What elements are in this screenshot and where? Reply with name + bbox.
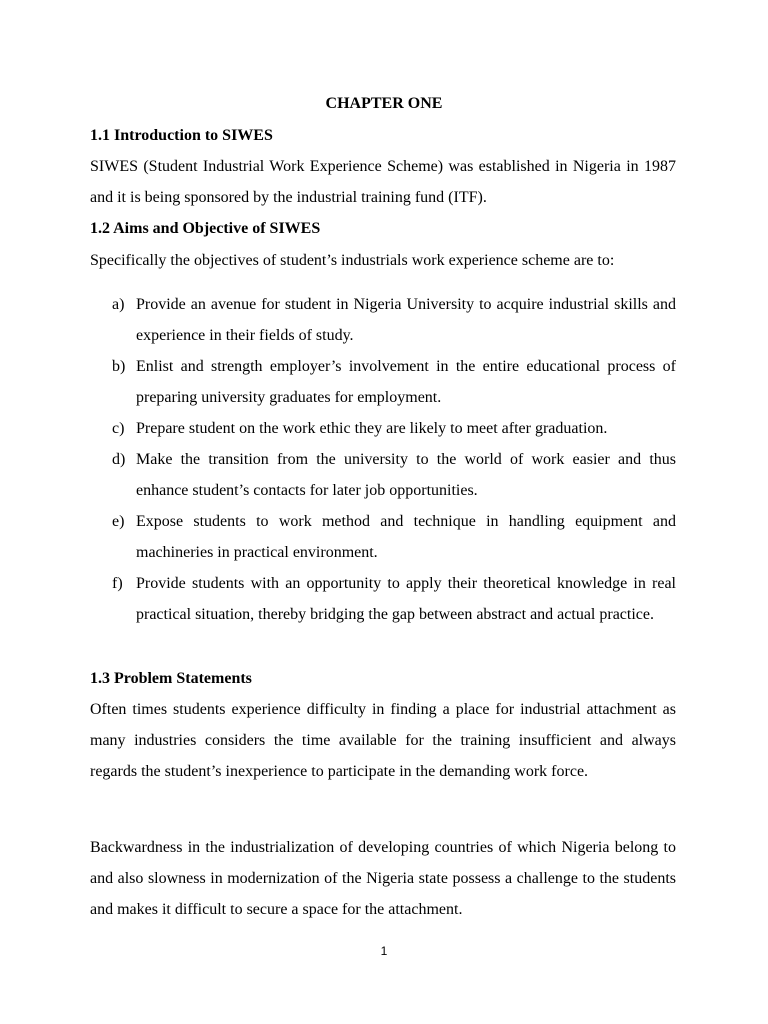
list-marker: e) <box>112 513 125 530</box>
list-item-text: Provide an avenue for student in Nigeria University to acquire industrial skills and experience in their fields of study. <box>136 296 676 344</box>
list-marker: a) <box>112 296 125 313</box>
section-heading-aims: 1.2 Aims and Objective of SIWES <box>90 220 321 237</box>
section-paragraph-problem-1: Often times students experience difficulty in finding a place for industrial attachment as many industries considers the time available for the training insufficient and always regards the student’s inexperience to participate in the demanding work force. <box>90 701 676 780</box>
list-item <box>90 413 676 444</box>
list-marker: c) <box>112 420 125 437</box>
list-item-text: Prepare student on the work ethic they are likely to meet after graduation. <box>136 420 608 437</box>
list-item-text: Expose students to work method and technique in handling equipment and machineries in practical environment. <box>136 513 676 561</box>
list-item <box>90 568 676 630</box>
objectives-list <box>90 289 676 630</box>
list-marker: d) <box>112 451 126 468</box>
section-intro-aims: Specifically the objectives of student’s industrials work experience scheme are to: <box>90 252 615 269</box>
page-number: 1 <box>380 944 388 958</box>
list-item <box>90 444 676 506</box>
section-heading-introduction: 1.1 Introduction to SIWES <box>90 127 273 144</box>
list-item-text: Provide students with an opportunity to apply their theoretical knowledge in real practical situation, thereby bridging the gap between abstract and actual practice. <box>136 575 676 623</box>
list-item-text: Enlist and strength employer’s involvement in the entire educational process of preparing university graduates for employment. <box>136 358 676 406</box>
list-item <box>90 289 676 351</box>
section-paragraph-introduction: SIWES (Student Industrial Work Experience Scheme) was established in Nigeria in 1987 and it is being sponsored by the industrial training fund (ITF). <box>90 158 676 206</box>
list-marker: f) <box>112 575 123 592</box>
section-heading-problem-statements: 1.3 Problem Statements <box>90 670 252 687</box>
chapter-title: CHAPTER ONE <box>325 95 443 112</box>
list-item-text: Make the transition from the university to the world of work easier and thus enhance student’s contacts for later job opportunities. <box>136 451 676 499</box>
list-item <box>90 506 676 568</box>
section-paragraph-problem-2: Backwardness in the industrialization of developing countries of which Nigeria belong to and also slowness in modernization of the Nigeria state possess a challenge to the students and makes it difficult to secure a space for the attachment. <box>90 839 676 918</box>
list-item <box>90 351 676 413</box>
list-marker: b) <box>112 358 126 375</box>
